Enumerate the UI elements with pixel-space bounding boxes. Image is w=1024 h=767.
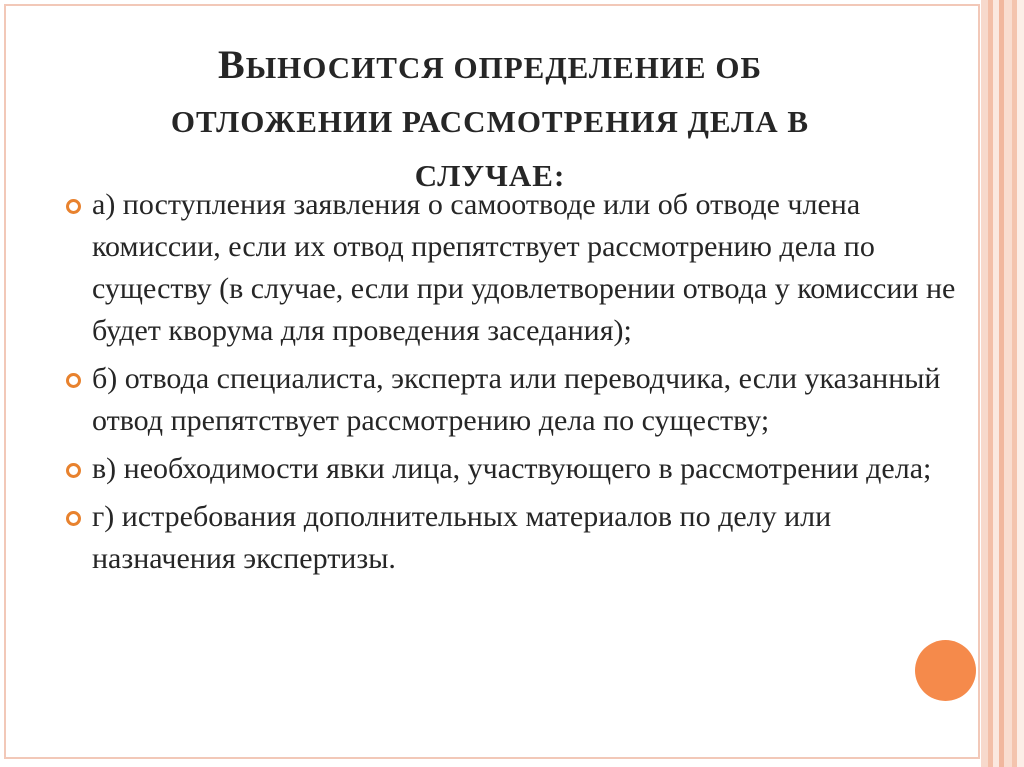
bullet-item [58, 448, 963, 490]
slide-title [110, 38, 870, 203]
ring-bullet-icon [66, 463, 81, 478]
ring-bullet-icon [66, 373, 81, 388]
bullet-item [58, 184, 963, 352]
bullet-item [58, 496, 963, 580]
decorative-stripe [1004, 0, 1012, 767]
slide-title-line-3: СЛУЧАЕ: [414, 158, 566, 193]
slide-title-line-1-rest: ЫНОСИТСЯ ОПРЕДЕЛЕНИЕ ОБ [245, 50, 762, 85]
decorative-stripe [1017, 0, 1024, 767]
bullet-text: а) поступления заявления о самоотводе или об отводе члена комиссии, если их отвод препятствует рассмотрению дела по существу (в случае, если при удовлетворении отвода у комиссии не будет кворума для проведения заседания); [92, 188, 956, 347]
bullet-list [58, 184, 963, 586]
slide-title-line-2: ОТЛОЖЕНИИ РАССМОТРЕНИЯ ДЕЛА В [170, 104, 810, 139]
decorative-stripe [981, 0, 988, 767]
ring-bullet-icon [66, 511, 81, 526]
ring-bullet-icon [66, 199, 81, 214]
bullet-text: б) отвода специалиста, эксперта или переводчика, если указанный отвод препятствует рассмотрению дела по существу; [92, 362, 941, 437]
slide-title-initial: В [218, 42, 246, 87]
slide-title-line-1 [110, 38, 870, 95]
bullet-text: г) истребования дополнительных материалов по делу или назначения экспертизы. [92, 500, 832, 575]
bullet-text: в) необходимости явки лица, участвующего в рассмотрении дела; [92, 452, 932, 485]
orange-circle-icon [915, 640, 976, 701]
bullet-item [58, 358, 963, 442]
